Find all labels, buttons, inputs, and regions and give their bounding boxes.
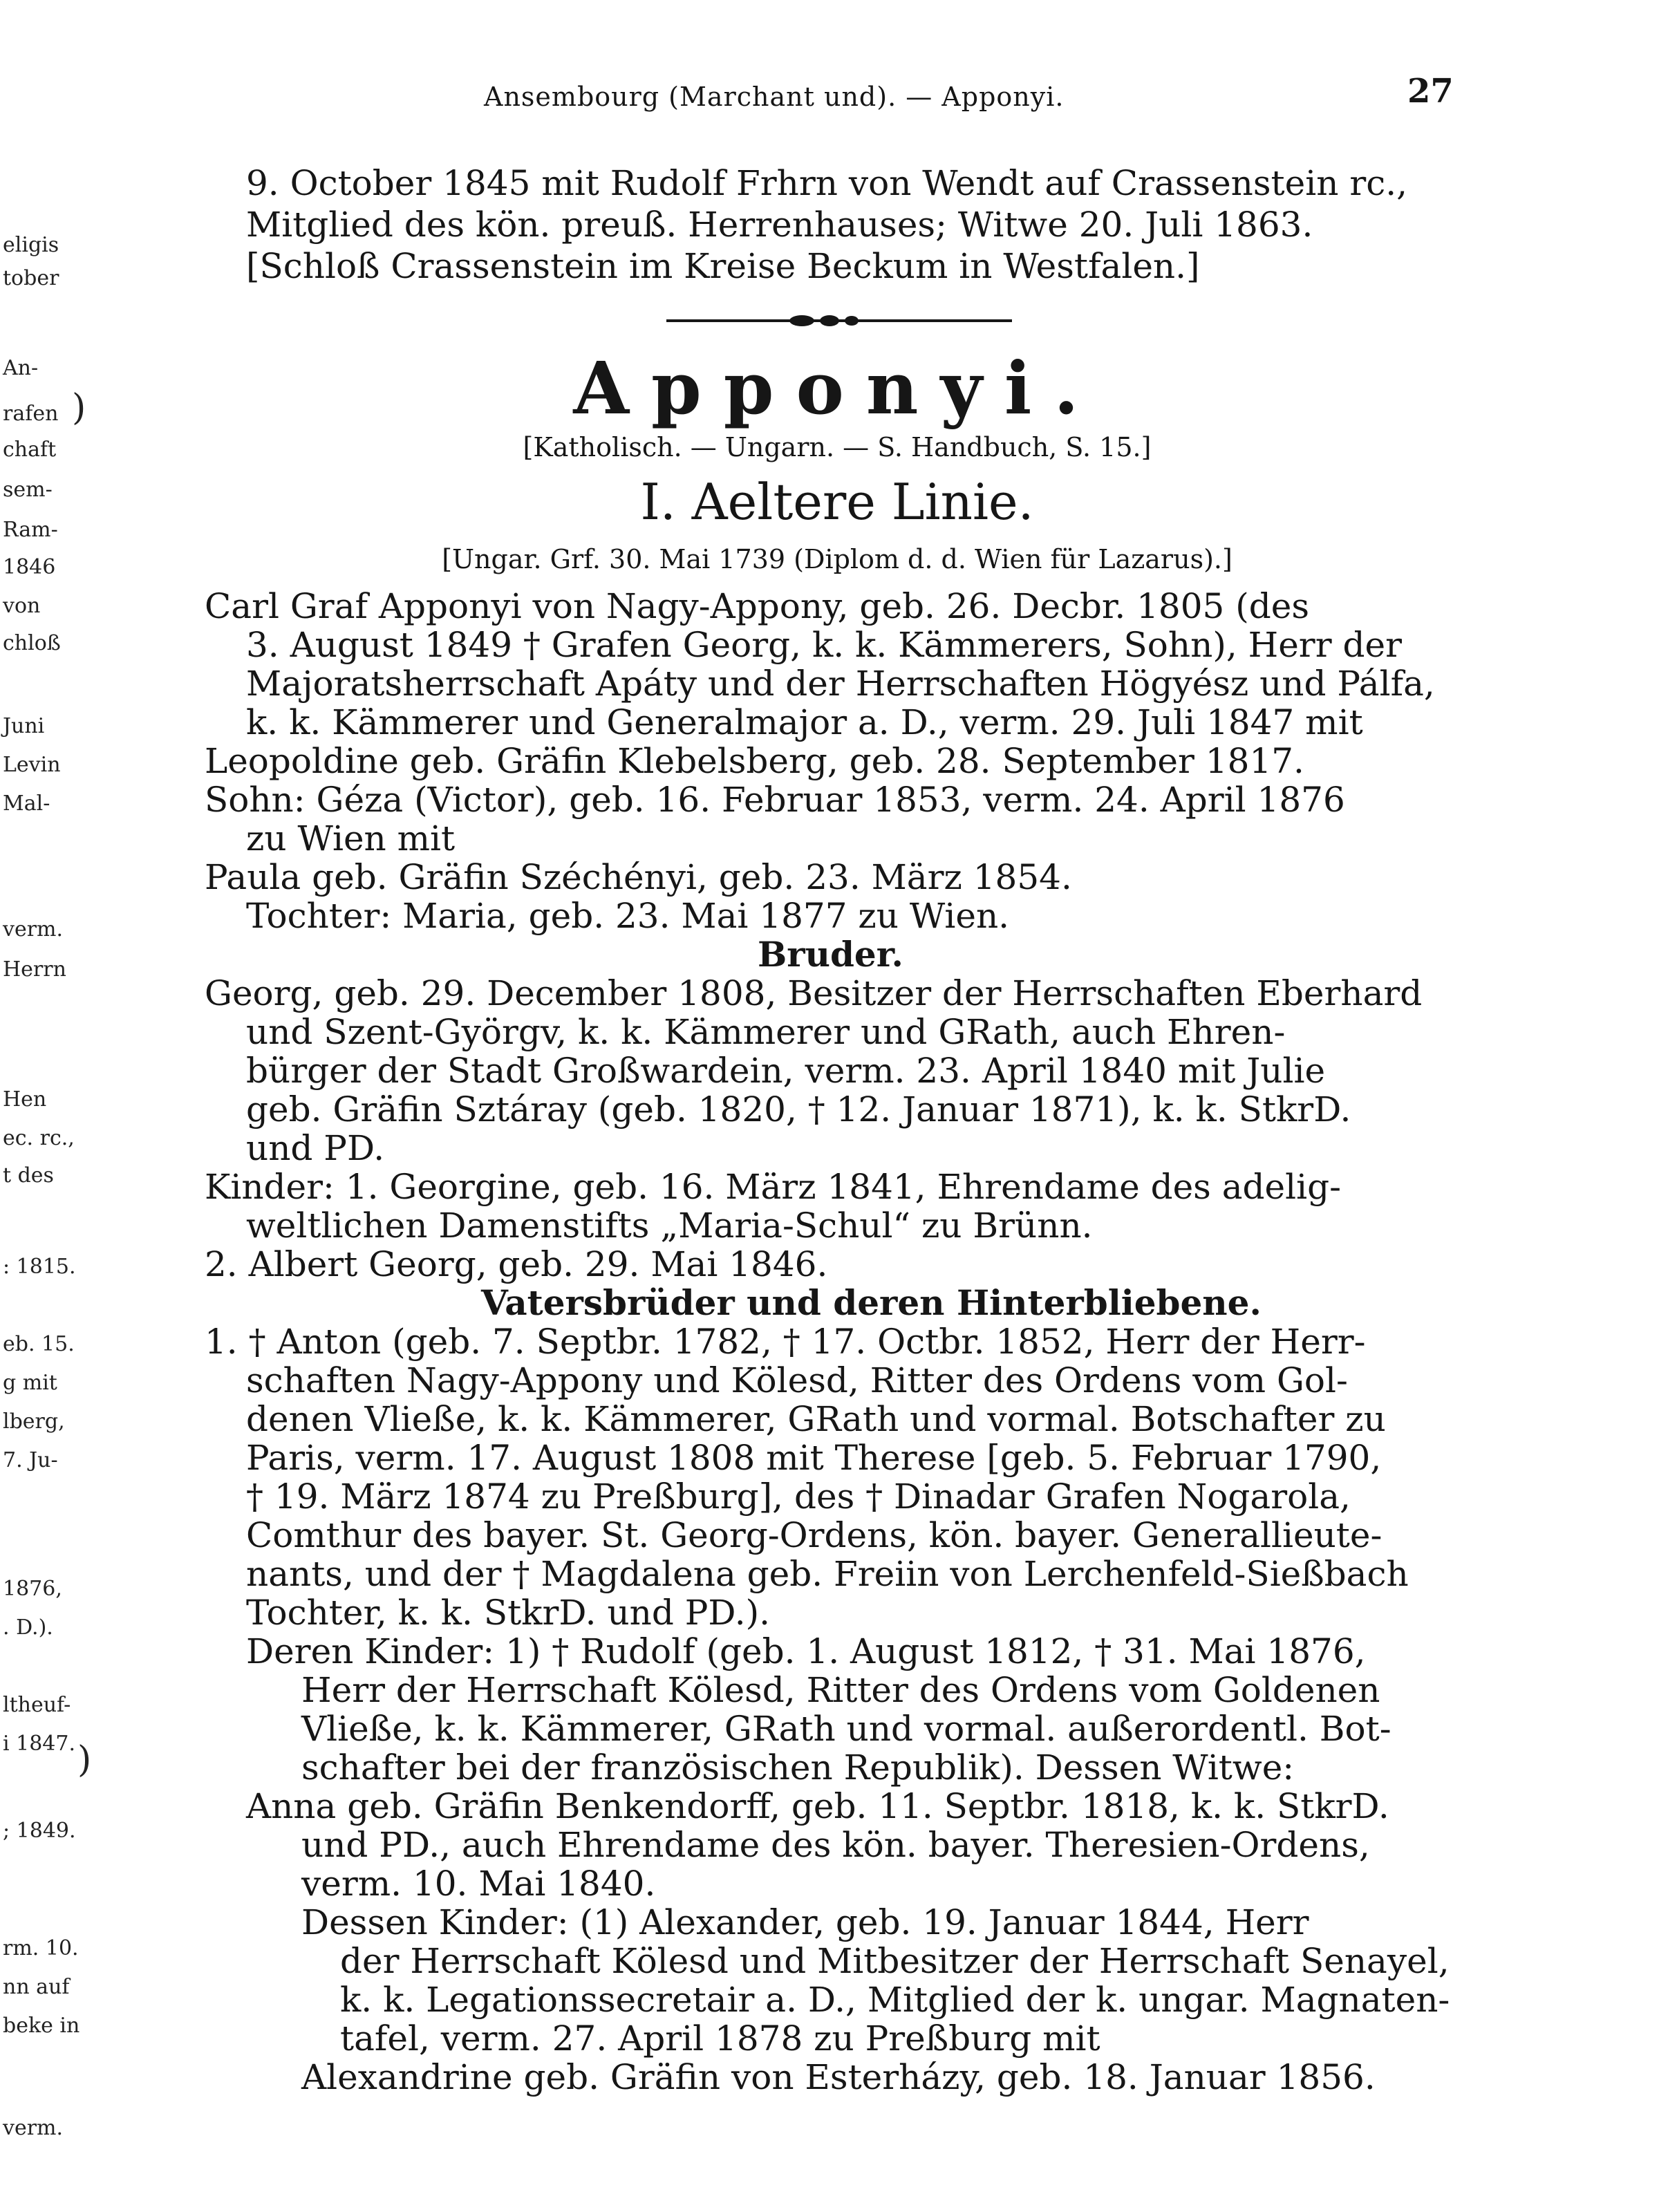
text-line: tafel, verm. 27. April 1878 zu Preßburg mit <box>340 2018 1100 2059</box>
text-line: Anna geb. Gräfin Benkendorff, geb. 11. Septbr. 1818, k. k. StkrD. <box>246 1786 1389 1826</box>
margin-fragment: verm. <box>3 2116 64 2140</box>
text-line: † 19. März 1874 zu Preßburg], des † Dinadar Grafen Nogarola, <box>246 1477 1351 1517</box>
margin-fragment: Levin <box>3 753 61 777</box>
margin-fragment: chaft <box>3 438 57 462</box>
page-number: 27 <box>1407 72 1454 111</box>
text-line: 1. † Anton (geb. 7. Septbr. 1782, † 17. Octbr. 1852, Herr der Herr- <box>205 1322 1366 1362</box>
margin-fragment: chloß <box>3 631 61 655</box>
margin-fragment: 1876, <box>3 1577 62 1601</box>
margin-fragment: verm. <box>3 917 64 941</box>
margin-fragment: Juni <box>3 714 45 738</box>
margin-fragment: 1846 <box>3 555 56 579</box>
text-line: schaften Nagy-Appony und Kölesd, Ritter des Ordens vom Gol- <box>246 1360 1348 1400</box>
text-line: 3. August 1849 † Grafen Georg, k. k. Kämmerers, Sohn), Herr der <box>246 625 1402 665</box>
text-line: Tochter: Maria, geb. 23. Mai 1877 zu Wien. <box>246 896 1010 936</box>
text-line: zu Wien mit <box>246 818 456 859</box>
text-line: schafter bei der französischen Republik). Dessen Witwe: <box>301 1747 1295 1788</box>
text-line: 9. October 1845 mit Rudolf Frhrn von Wendt auf Crassenstein rc., <box>246 163 1408 203</box>
margin-fragment: tober <box>3 266 59 290</box>
margin-fragment: ec. rc., <box>3 1126 75 1150</box>
text-line: Herr der Herrschaft Kölesd, Ritter des Ordens vom Goldenen <box>301 1670 1380 1710</box>
margin-brace: ) <box>77 1739 92 1781</box>
text-line: Kinder: 1. Georgine, geb. 16. März 1841, Ehrendame des adelig- <box>205 1167 1342 1207</box>
text-line: k. k. Kämmerer und Generalmajor a. D., verm. 29. Juli 1847 mit <box>246 702 1363 742</box>
text-line: Mitglied des kön. preuß. Herrenhauses; Witwe 20. Juli 1863. <box>246 205 1313 245</box>
text-line: Paris, verm. 17. August 1808 mit Therese [geb. 5. Februar 1790, <box>246 1438 1382 1478</box>
margin-fragment: . D.). <box>3 1615 53 1640</box>
text-line: 2. Albert Georg, geb. 29. Mai 1846. <box>205 1244 828 1284</box>
text-line: und Szent-Györgv, k. k. Kämmerer und GRath, auch Ehren- <box>246 1012 1286 1052</box>
margin-fragment: Hen <box>3 1087 47 1112</box>
margin-fragment: Mal- <box>3 791 50 816</box>
text-line: und PD. <box>246 1128 385 1168</box>
margin-fragment: sem- <box>3 478 53 502</box>
running-head: Ansembourg (Marchant und). — Apponyi. <box>484 82 1065 112</box>
section-heading: I. Aeltere Linie. <box>640 473 1034 531</box>
margin-fragment: 7. Ju- <box>3 1448 58 1472</box>
text-line: Dessen Kinder: (1) Alexander, geb. 19. Januar 1844, Herr <box>301 1902 1309 1942</box>
left-margin-fragments <box>0 0 92 2212</box>
text-line: Comthur des bayer. St. Georg-Ordens, kön. bayer. Generallieute- <box>246 1515 1382 1555</box>
ornamental-rule <box>666 307 1012 335</box>
family-subtitle: [Katholisch. — Ungarn. — S. Handbuch, S. 15.] <box>523 432 1152 462</box>
text-line: und PD., auch Ehrendame des kön. bayer. Theresien-Ordens, <box>301 1825 1370 1865</box>
text-line: k. k. Legationssecretair a. D., Mitglied der k. ungar. Magnaten- <box>340 1980 1450 2020</box>
margin-fragment: Ram- <box>3 518 58 542</box>
margin-fragment: lberg, <box>3 1409 65 1434</box>
text-line: Deren Kinder: 1) † Rudolf (geb. 1. August 1812, † 31. Mai 1876, <box>246 1631 1366 1671</box>
margin-fragment: rafen <box>3 402 59 426</box>
text-line: nants, und der † Magdalena geb. Freiin von Lerchenfeld-Sießbach <box>246 1554 1409 1594</box>
margin-fragment: i 1847. <box>3 1732 76 1756</box>
margin-fragment: nn auf <box>3 1975 70 1999</box>
margin-fragment: Herrn <box>3 957 66 982</box>
margin-fragment: : 1815. <box>3 1255 76 1279</box>
text-line: Sohn: Géza (Victor), geb. 16. Februar 1853, verm. 24. April 1876 <box>205 780 1345 820</box>
subsection-heading: Bruder. <box>758 934 903 975</box>
margin-brace: ) <box>72 387 86 429</box>
margin-fragment: eligis <box>3 233 59 257</box>
margin-fragment: g mit <box>3 1371 57 1395</box>
text-line: [Schloß Crassenstein im Kreise Beckum in Westfalen.] <box>246 246 1200 286</box>
text-line: weltlichen Damenstifts „Maria-Schul“ zu Brünn. <box>246 1206 1093 1246</box>
text-line: Majoratsherrschaft Apáty und der Herrschaften Högyész und Pálfa, <box>246 664 1435 704</box>
diplom-note: [Ungar. Grf. 30. Mai 1739 (Diplom d. d. Wien für Lazarus).] <box>442 544 1232 574</box>
text-line: Georg, geb. 29. December 1808, Besitzer der Herrschaften Eberhard <box>205 973 1423 1013</box>
margin-fragment: t des <box>3 1163 54 1188</box>
subsection-heading: Vatersbrüder und deren Hinterbliebene. <box>481 1282 1262 1323</box>
text-line: verm. 10. Mai 1840. <box>301 1864 656 1904</box>
text-line: Paula geb. Gräfin Széchényi, geb. 23. März 1854. <box>205 857 1072 897</box>
margin-fragment: An- <box>3 356 39 380</box>
family-title: Apponyi. <box>573 346 1101 431</box>
text-line: Leopoldine geb. Gräfin Klebelsberg, geb. 28. September 1817. <box>205 741 1304 781</box>
margin-fragment: rm. 10. <box>3 1936 79 1960</box>
text-line: bürger der Stadt Großwardein, verm. 23. April 1840 mit Julie <box>246 1051 1326 1091</box>
text-line: Carl Graf Apponyi von Nagy-Appony, geb. 26. Decbr. 1805 (des <box>205 586 1310 626</box>
margin-fragment: ltheuf- <box>3 1693 71 1717</box>
margin-fragment: eb. 15. <box>3 1332 75 1356</box>
text-line: Alexandrine geb. Gräfin von Esterházy, geb. 18. Januar 1856. <box>301 2057 1376 2097</box>
margin-fragment: ; 1849. <box>3 1819 76 1843</box>
text-line: der Herrschaft Kölesd und Mitbesitzer der Herrschaft Senayel, <box>340 1941 1450 1981</box>
text-line: geb. Gräfin Sztáray (geb. 1820, † 12. Januar 1871), k. k. StkrD. <box>246 1089 1351 1130</box>
text-line: Tochter, k. k. StkrD. und PD.). <box>246 1593 771 1633</box>
text-line: denen Vließe, k. k. Kämmerer, GRath und vormal. Botschafter zu <box>246 1399 1386 1439</box>
margin-fragment: beke in <box>3 2014 80 2038</box>
margin-fragment: von <box>3 594 41 618</box>
text-line: Vließe, k. k. Kämmerer, GRath und vormal. außerordentl. Bot- <box>301 1709 1391 1749</box>
